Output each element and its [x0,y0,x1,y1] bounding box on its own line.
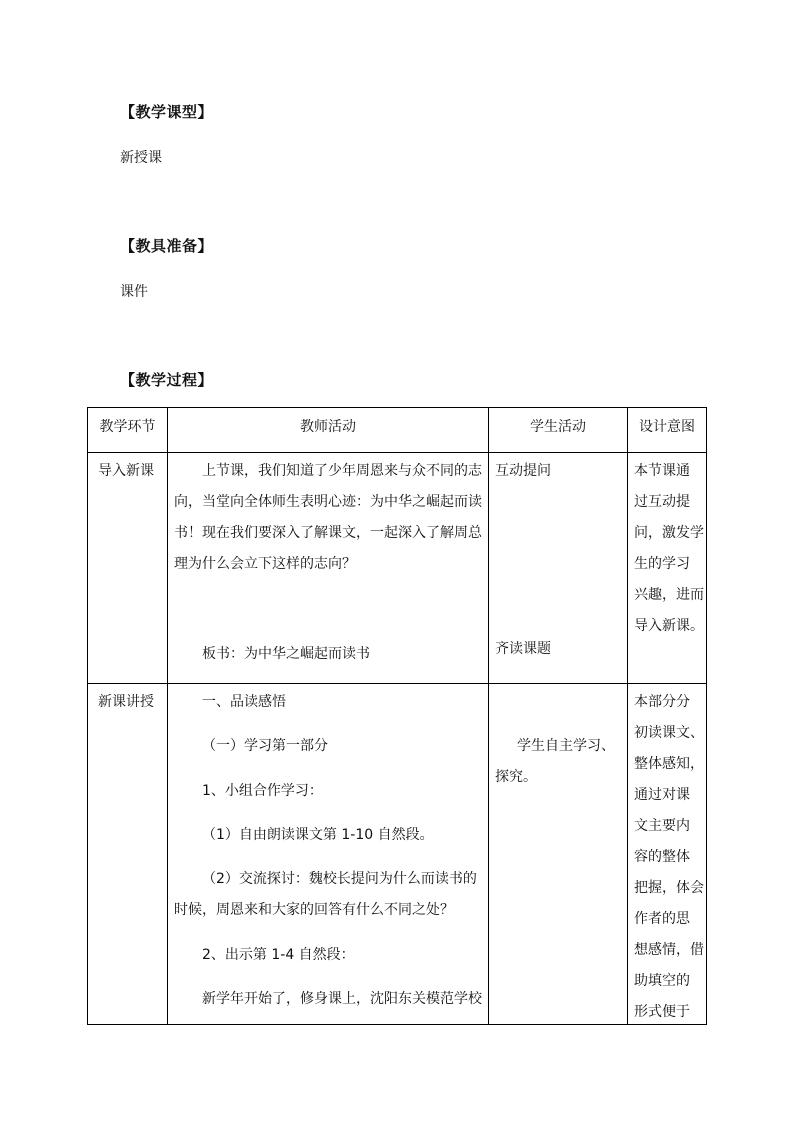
table-row [88,684,707,1025]
table-header-row [88,408,707,453]
teacher-line: 上节课，我们知道了少年周恩来与众不同的志 [202,463,482,479]
student-line: 学生自主学习、 [517,738,615,754]
student-line: 齐读课题 [495,641,551,657]
intent-line: 形式便于 [634,1004,690,1020]
student-cell [489,453,628,684]
header-cell [168,408,489,453]
teacher-cell [168,453,489,684]
teacher-line: 时候，周恩来和大家的回答有什么不同之处？ [174,902,454,918]
teacher-line: 板书：为中华之崛起而读书 [202,646,370,662]
section-heading-process: 【教学过程】 [120,371,214,389]
intent-line: 助填空的 [634,973,690,989]
section-heading-materials: 【教具准备】 [120,237,214,255]
intent-line: 问，激发学 [634,525,704,541]
teacher-line: （1）自由朗读课文第 1-10 自然段。 [202,827,434,843]
teacher-line: 2、出示第 1-4 自然段： [202,947,355,963]
header-cell [88,408,168,453]
teacher-line: 1、小组合作学习： [202,783,323,799]
stage-label: 新课讲授 [98,694,154,710]
intent-line: 通过对课 [634,787,690,803]
intent-line: 想感情，借 [634,942,704,958]
intent-cell [628,684,707,1025]
intent-line: 过互动提 [634,494,690,510]
teacher-line: （2）交流探讨：魏校长提问为什么而读书的 [202,871,477,887]
teacher-line: 一、品读感悟 [202,694,286,710]
materials-text: 课件 [120,284,148,300]
intent-line: 本部分分 [634,694,690,710]
student-line: 探究。 [495,769,537,785]
intent-line: 把握，体会 [634,880,704,896]
intent-line: 容的整体 [634,849,690,865]
intent-line: 生的学习 [634,556,690,572]
header-label: 学生活动 [530,419,586,435]
section-heading-lesson-type: 【教学课型】 [120,103,214,121]
intent-line: 兴趣，进而 [634,587,704,603]
header-cell [489,408,628,453]
teacher-line: 新学年开始了，修身课上，沈阳东关模范学校 [202,991,482,1007]
table-row [88,453,707,684]
intent-line: 文主要内 [634,818,690,834]
intent-line: 导入新课。 [634,618,704,634]
header-label: 设计意图 [639,419,695,435]
stage-label: 导入新课 [98,463,154,479]
teacher-line: （一）学习第一部分 [202,738,328,754]
student-line: 互动提问 [495,463,551,479]
intent-line: 本节课通 [634,463,690,479]
teacher-line: 向，当堂向全体师生表明心迹：为中华之崛起而读 [174,494,482,510]
header-label: 教学环节 [99,419,156,435]
lesson-type-text: 新授课 [120,150,162,166]
header-label: 教师活动 [300,419,356,435]
teacher-cell [168,684,489,1025]
teacher-line: 书！现在我们要深入了解课文，一起深入了解周总 [174,525,482,541]
intent-line: 作者的思 [634,911,690,927]
intent-cell [628,453,707,684]
intent-line: 整体感知， [634,756,704,772]
stage-cell [88,684,168,1025]
student-cell [489,684,628,1025]
intent-line: 初读课文、 [634,725,704,741]
lesson-process-table [87,407,707,1025]
teacher-line: 理为什么会立下这样的志向？ [174,556,356,572]
stage-cell [88,453,168,684]
header-cell [628,408,707,453]
